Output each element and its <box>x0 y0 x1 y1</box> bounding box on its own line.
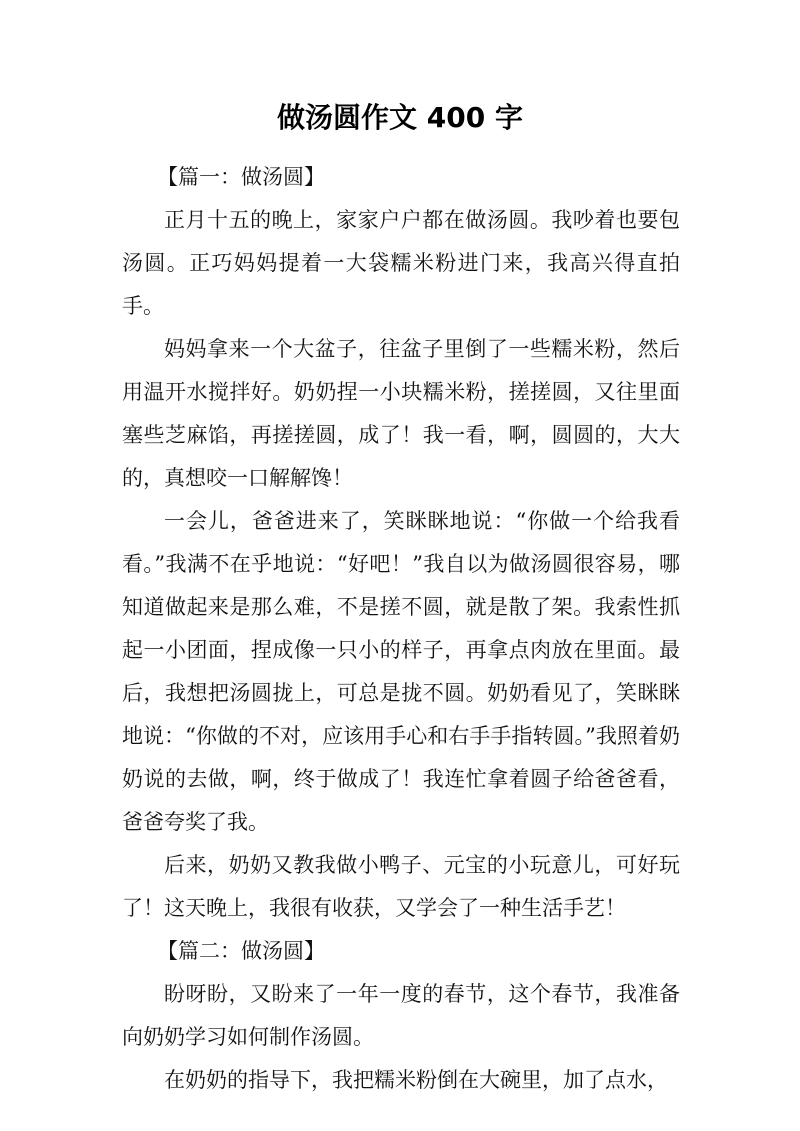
paragraph: 正月十五的晚上，家家户户都在做汤圆。我吵着也要包汤圆。正巧妈妈提着一大袋糯米粉进门来，我高兴得直拍手。 <box>122 208 680 318</box>
paragraph: 妈妈拿来一个大盆子，往盆子里倒了一些糯米粉，然后用温开水搅拌好。奶奶捏一小块糯米粉，搓搓圆，又往里面塞些芝麻馅，再搓搓圆，成了！我一看，啊，圆圆的，大大的，真想咬一口解解馋！ <box>122 337 680 490</box>
paragraph: 盼呀盼，又盼来了一年一度的春节，这个春节，我准备向奶奶学习如何制作汤圆。 <box>122 982 680 1049</box>
paragraph: 后来，奶奶又教我做小鸭子、元宝的小玩意儿，可好玩了！这天晚上，我很有收获，又学会了一种生活手艺！ <box>122 853 680 920</box>
section-heading-2: 【篇二：做汤圆】 <box>157 939 325 963</box>
section-heading-1: 【篇一：做汤圆】 <box>157 165 325 189</box>
document-body <box>122 156 680 1102</box>
paragraph: 一会儿，爸爸进来了，笑眯眯地说：“你做一个给我看看。”我满不在乎地说：“好吧！”我自以为做汤圆很容易，哪知道做起来是那么难，不是搓不圆，就是散了架。我索性抓起一小团面，捏成像一只小的样子，再拿点肉放在里面。最后，我想把汤圆拢上，可总是拢不圆。奶奶看见了，笑眯眯地说：“你做的不对，应该用手心和右手手指转圆。”我照着奶奶说的去做，啊，终于做成了！我连忙拿着圆子给爸爸看，爸爸夸奖了我。 <box>122 509 680 834</box>
document-title: 做汤圆作文 400 字 <box>277 101 523 134</box>
paragraph: 在奶奶的指导下，我把糯米粉倒在大碗里，加了点水， <box>164 1068 668 1092</box>
